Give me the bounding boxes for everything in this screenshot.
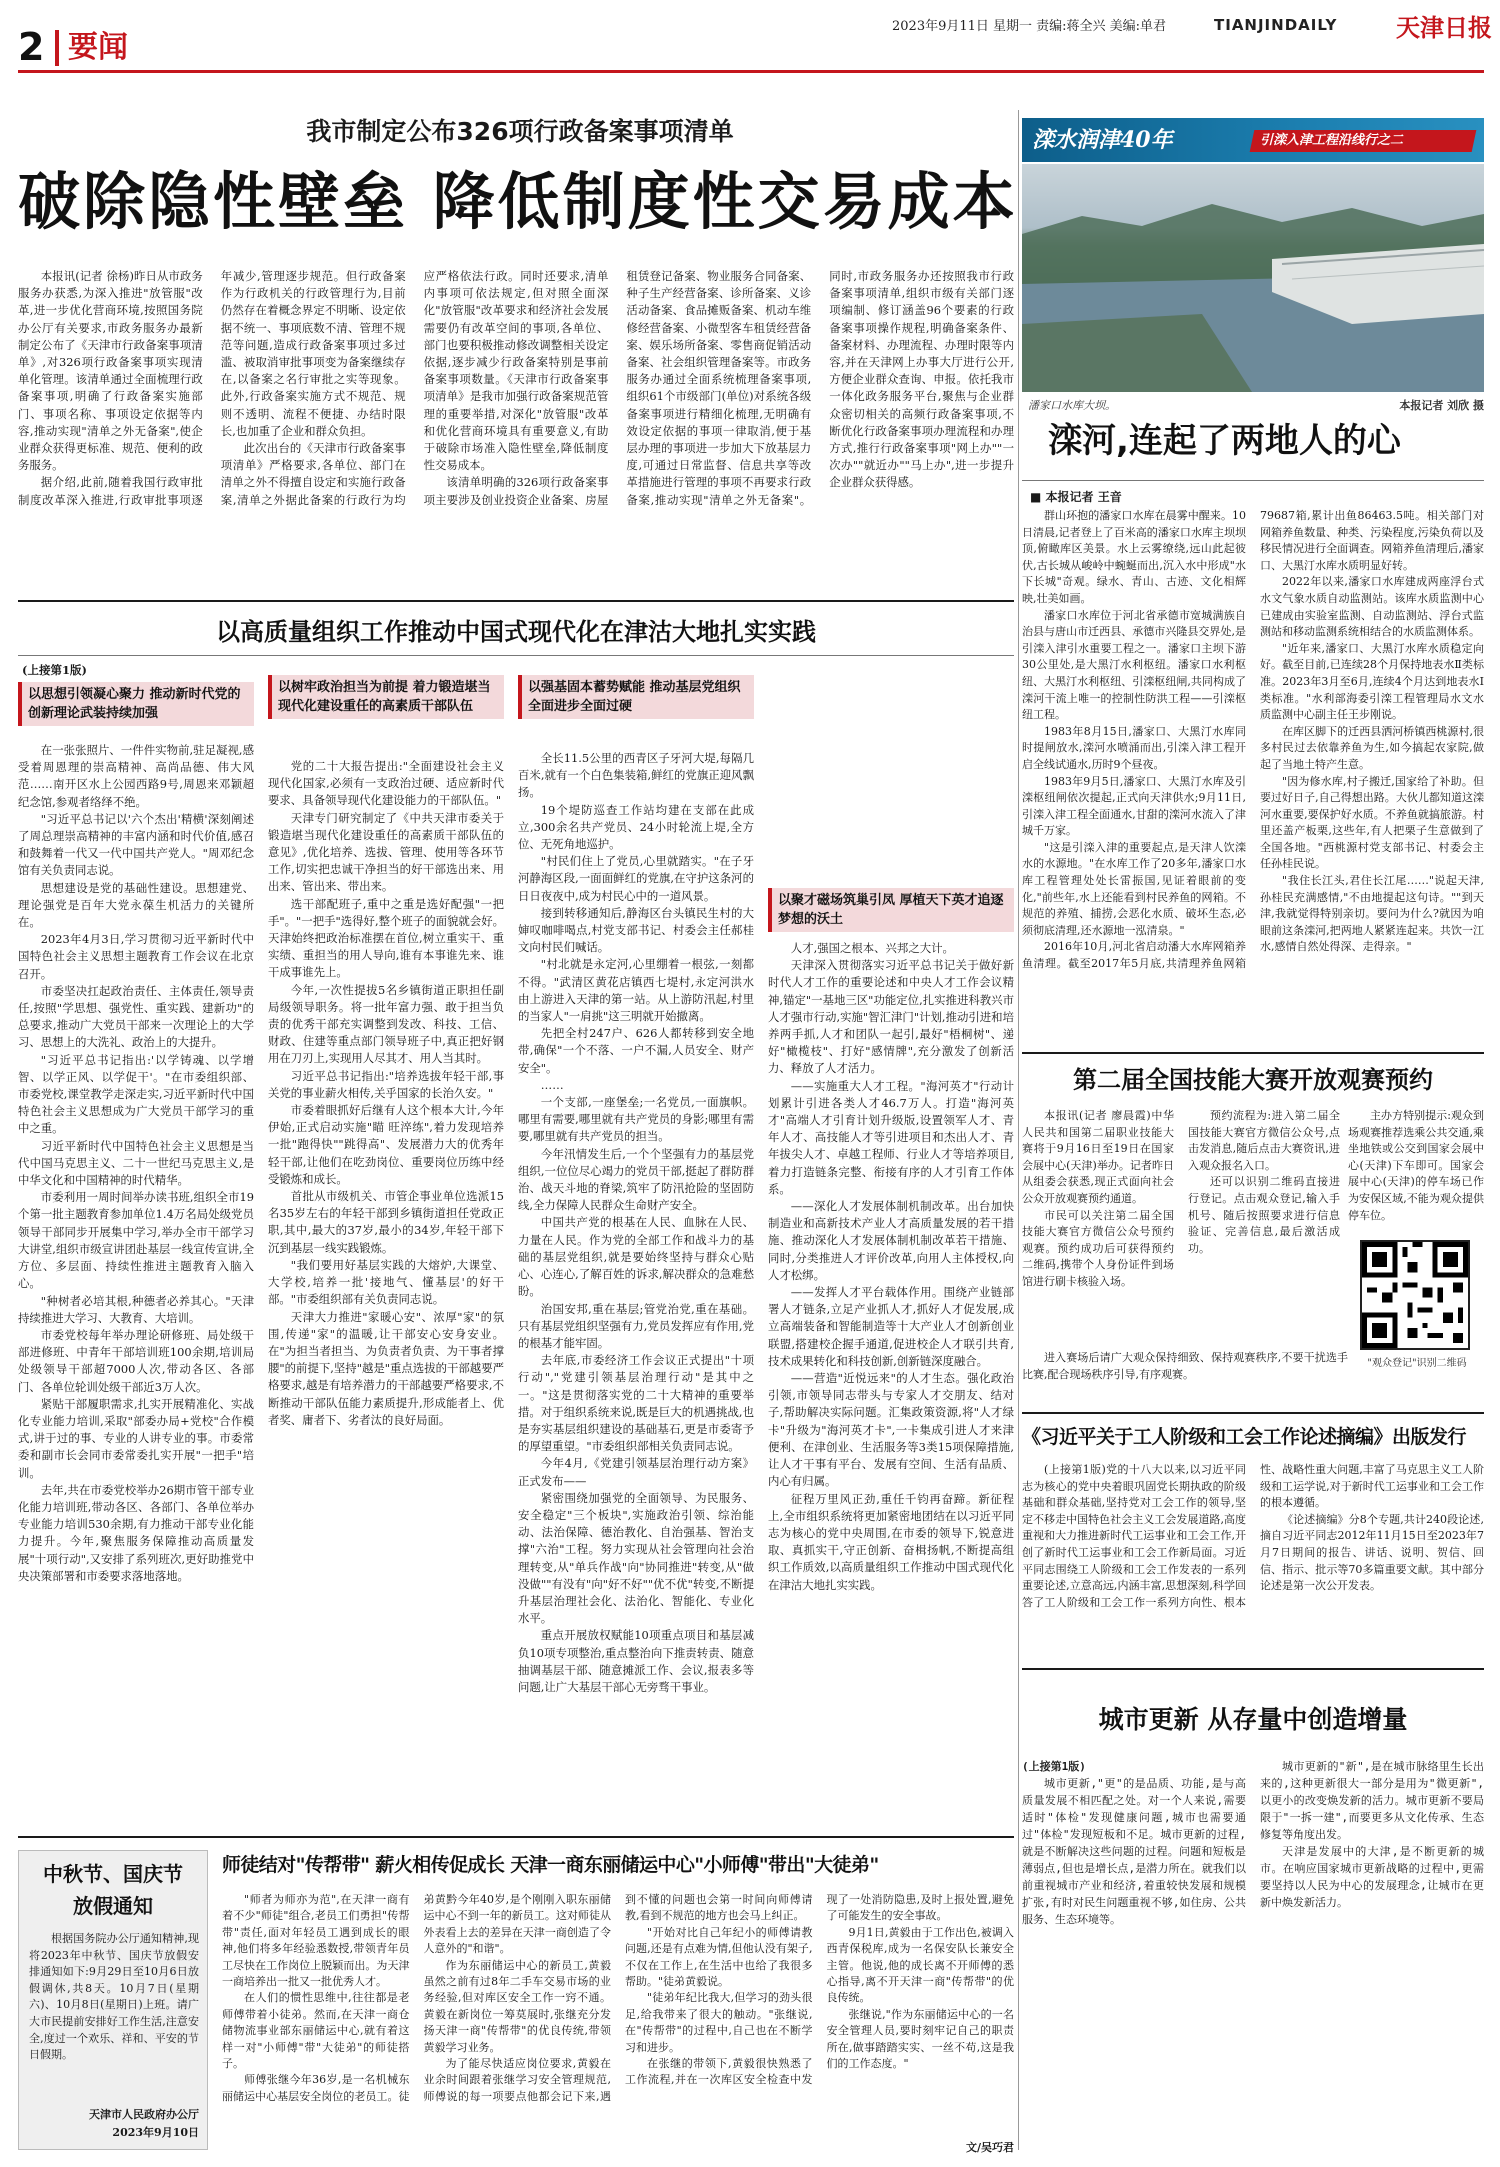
- mentor-paragraph: 师傅张继今年36岁,是一名机械东丽储运中心基层安全岗位的老员工。徒弟黄黔今年40岁,是个刚刚入职东丽储运中心不到一年的新员工。这对师徒从外表看上去的差异在天津一商创造了令人意外的"和谐"。: [222, 1893, 611, 2103]
- urban-paragraph: 城市更新,"更"的是品质、功能,是与高质量发展不相匹配之处。对一个人来说,需要适时"体检"发现健康问题,城市也需要通过"体检"发现短板和不足。城市更新的过程,就是不断解决这些问题的过程。问题和短板是薄弱点,但也是增长点,是潜力所在。就我们以前重视城市产业和经济,着重较快发展和规模扩张,有时对民生问题重视不够,如住房、公共服务、生态环境等。: [1022, 1777, 1246, 1926]
- section-divider: [55, 30, 59, 66]
- skills-body-right: [1348, 1108, 1484, 1240]
- mentor-paragraph: 9月1日,黄毅由于工作出色,被调入西青保税库,成为一名保安队长兼安全主管。他说,他的成长离不开师傅的悉心指导,离不开天津一商"传帮带"的优良传统。: [826, 1925, 1014, 2005]
- luanhe-headline: 滦河,连起了两地人的心: [1048, 421, 1401, 461]
- luanhe-paragraph: "因为修水库,村子搬迁,国家给了补助。但要过好日子,自己得想出路。大伙儿都知道这滦河水重要,要保护好水质。不养鱼就搞旅游。村里还盖产板栗,这些年,有人把栗子生意做到了全国各地。"西桃源村党支部书记、村委会主任孙桂民说。: [1260, 774, 1484, 871]
- photo-caption: 潘家口水库大坝。: [1028, 399, 1116, 412]
- feature-paragraph: ……: [540, 1077, 564, 1092]
- mentor-paragraph: "徒弟年纪比我大,但学习的劲头很足,给我带来了很大的触动。"张继说,在"传帮带"的过程中,自己也在不断学习和进步。: [625, 1991, 813, 2054]
- feature-paragraph: 全长11.5公里的西青区子牙河大堤,每隔几百米,就有一个白色集装箱,鲜红的党旗正迎风飘扬。: [518, 751, 754, 800]
- feature-paragraph: ——深化人才发展体制机制改革。出台加快制造业和高新技术产业人才高质量发展的若干措施、推动深化人才发展体制机制改革若干措施、同时,分类推进人才评价改革,向用人主体授权,向人才松绑。: [768, 1199, 1014, 1282]
- book-bottom-rule: [1022, 1668, 1484, 1670]
- luanhe-paragraph: 1983年9月5日,潘家口、大黑汀水库及引滦枢纽闸依次提起,正式向天津供水;9月11日,引滦入津工程全面通水,甘甜的滦河水流入了津城千万家。: [1022, 774, 1246, 838]
- feature-paragraph: ——营造"近悦远来"的人才生态。强化政治引领,市领导同志带头与专家人才交朋友、结对子,帮助解决实际问题。汇集政策资源,将"人才绿卡"升级为"海河英才卡",一卡集成引进人才来津便利、在津创业、生活服务等3类15项保障措施,让人才干事有平台、发展有空间、生活有品质、内心有归属。: [768, 1371, 1014, 1489]
- feature-paragraph: 市委党校每年举办理论研修班、局处级干部进修班、中青年干部培训班100余期,培训局处级领导干部超7000人次,带动各区、各部门、各单位轮训处级干部近3万人次。: [18, 1327, 254, 1394]
- urban-body: [1022, 1758, 1484, 2154]
- lead-paragraph: 据介绍,此前,随着我国行政审批制度改革深入推进,行政审批事项逐年减少,管理逐步规范。但行政备案作为行政机关的行政管理行为,目前仍然存在着概念界定不明晰、设定依据不统一、事项底数不清、管理不规范等问题,造成行政备案事项过多过滥、被取消审批事项变为备案继续存在,以备案之名行审批之实等现象。此外,行政备案实施方式不规范、规则不透明、流程不便捷、办结时限长,也加重了企业和群众负担。: [18, 269, 406, 507]
- feature-paragraph: 选干部配班子,重中之重是选好配强"一把手"。"一把手"选得好,整个班子的面貌就会好。天津始终把政治标准摆在首位,树立重实干、重实绩、重担当的用人导向,谁有本事谁先来、谁干成事谁先上。: [268, 896, 504, 980]
- feature-subhead-3: 以强基固本蓄势赋能 推动基层党组织全面进步全面过硬: [518, 675, 754, 719]
- luanhe-bottom-rule: [1022, 1052, 1484, 1054]
- notice-title-1: 中秋节、国庆节: [43, 1862, 183, 1886]
- mentor-paragraph: 为了能尽快适应岗位要求,黄毅在业余时间跟着张继学习安全管理规范,师傅说的每一项要点他都会记下来,遇到不懂的问题也会第一时间向师傅请教,看到不规范的地方也会马上纠正。: [423, 1893, 813, 2103]
- luanhe-paragraph: "这是引滦入津的重要起点,是天津人饮滦水的水源地。"在水库工作了20多年,潘家口水库工程管理处处长雷振国,见证着眼前的变化,"前些年,水上还能看到村民养鱼的网箱。不规范的养殖、捕捞,会恶化水质、破坏生态,必须彻底清理,还水源地一泓清泉。": [1022, 840, 1246, 937]
- book-paragraph: (上接第1版)党的十八大以来,以习近平同志为核心的党中央着眼巩固党长期执政的阶级基础和群众基础,坚持党对工会工作的领导,坚定不移走中国特色社会主义工会发展道路,高度重视和大力推进新时代工运事业和工会工作,开创了新时代工运事业和工会工作新局面。习近平同志围绕工人阶级和工会工作发表的一系列重要论述,立意高远,内涵丰富,思想深刻,科学回答了工人阶级和工会工作一系列方向性、根本性、战略性重大问题,丰富了马克思主义工人阶级和工运学说,对于新时代工运事业和工会工作的根本遵循。: [1022, 1463, 1484, 1609]
- series-banner: [1022, 118, 1484, 162]
- skills-bottom-rule: [1022, 1412, 1484, 1414]
- mentor-credit: 文/吴巧君: [965, 2141, 1014, 2154]
- mentor-paragraph: 作为东丽储运中心的新员工,黄毅虽然之前有过8年二手车交易市场的业务经验,但对库区安全工作一窍不通。黄毅在新岗位一筹莫展时,张继充分发扬天津一商"传帮带"的优良传统,带领黄毅学习业务。: [423, 1958, 611, 2054]
- mentor-paragraph: "师者为师亦为范",在天津一商有着不少"师徒"组合,老员工们勇担"传帮带"责任,面对年轻员工遇到成长的眼神,他们将多年经验悉数授,带领青年员工尽快在工作岗位上脱颖而出。为天津一商培养出一批又一批优秀人才。: [222, 1893, 410, 1989]
- luanhe-rule: [1022, 480, 1484, 481]
- feature-paragraph: "习近平总书记指出:'以学铸魂、以学增智、以学正风、以学促干'。"在市委组织部、市委党校,课堂教学走深走实,习近平新时代中国特色社会主义思想成为广大党员干部学习的重中之重。: [18, 1052, 254, 1136]
- skills-paragraph: 预约流程为:进入第二届全国技能大赛官方微信公众号,点击发消息,随后点击大赛资讯,进入观众报名入口。: [1188, 1109, 1340, 1172]
- feature-subhead-4: 以聚才磁场筑巢引凤 厚植天下英才追逐梦想的沃土: [768, 888, 1014, 932]
- skills-body-bottom: [1022, 1350, 1348, 1406]
- feature-paragraph: 习近平新时代中国特色社会主义思想是当代中国马克思主义、二十一世纪马克思主义,是中华文化和中国精神的时代精华。: [18, 1138, 254, 1188]
- feature-paragraph: 习近平总书记指出:"培养选拔年轻干部,事关党的事业薪火相传,关乎国家的长治久安。": [268, 1068, 504, 1100]
- skills-paragraph: 主办方特别提示:观众到场观赛推荐选乘公共交通,乘坐地铁或公交到国家会展中心(天津)下车即可。国家会展中心(天津)的停车场已作为安保区域,不能为观众提供停车位。: [1348, 1109, 1484, 1222]
- feature-continued: (上接第1版): [22, 663, 87, 677]
- qr-caption: "观众登记"识别二维码: [1367, 1358, 1467, 1369]
- qr-code-pattern: [1362, 1242, 1468, 1348]
- notice-signature: 天津市人民政府办公厅: [89, 2108, 199, 2121]
- feature-paragraph: 党的二十大报告提出:"全面建设社会主义现代化国家,必须有一支政治过硬、适应新时代要求、具备领导现代化建设能力的干部队伍。": [268, 759, 504, 808]
- feature-paragraph: 接到转移通知后,静海区台头镇民生村的大婶叹咖啡喝点,村党支部书记、村委会主任郝桂文向村民们喊话。: [518, 905, 754, 955]
- feature-paragraph: 在一张张照片、一件件实物前,驻足凝视,感受着周恩理的崇高精神、高尚品德、伟大风范……南开区水上公园西路9号,周恩来邓颖超纪念馆,参观者络绎不绝。: [18, 743, 254, 809]
- feature-paragraph: 去年,共在市委党校举办26期市管干部专业化能力培训班,带动各区、各部门、各单位举办专业能力培训530余期,有力推动干部专业化能力提升。今年,聚焦服务保障推动高质量发展"十项行动",又安排了系列班次,更好助推党中央决策部署和市委要求落地落地。: [18, 1482, 254, 1583]
- mentor-paragraph: 在人们的惯性思维中,往往都是老师傅带着小徒弟。然而,在天津一商仓储物流事业部东丽储运中心,就有着这样一对"小师傅"带"大徒弟"的师徒搭子。: [222, 1991, 410, 2071]
- column-separator: [1018, 110, 1019, 2150]
- feature-paragraph: 天津深入贯彻落实习近平总书记关于做好新时代人才工作的重要论述和中央人才工作会议精神,锚定"一基地三区"功能定位,扎实推进科教兴市人才强市行动,实施"智汇津门"计划,推动引进和培养两手抓,人才和团队一起引,最好"梧桐树"、递好"橄榄枝"、打好"感情牌",充分激发了创新活力、释放了人才活力。: [768, 958, 1014, 1076]
- luanhe-paragraph: 2022年以来,潘家口水库建成两座浮台式水文气象水质自动监测站。该库水质监测中心已建成由实验室监测、自动监测站、浮台式监测站和移动监测系统相结合的水质监测体系。: [1260, 575, 1484, 639]
- mentor-paragraph: 在张继的带领下,黄毅很快熟悉了工作流程,并在一次库区安全检查中发现了一处消防隐患,及时上报处置,避免了可能发生的安全事故。: [625, 1893, 1014, 2087]
- luanhe-paragraph: 1983年8月15日,潘家口、大黑汀水库同时提闸放水,滦河水喷涌而出,引滦入津工程开启全线试通水,历时9个昼夜。: [1022, 724, 1246, 771]
- feature-col-4: [768, 940, 1014, 1840]
- luanhe-paragraph: 潘家口水库位于河北省承德市宽城满族自治县与唐山市迁西县、承德市兴隆县交界处,是引滦入津引水重要工程之一。潘家口主坝下游30公里处,是大黑汀水利枢纽。潘家口水利枢纽、大黑汀水利枢纽、引滦枢纽闸,共同构成了滦河干流上唯一的控制性防洪工程——引滦枢纽工程。: [1022, 608, 1246, 722]
- feature-paragraph: "习近平总书记以'六个杰出'精横'深刻阐述了周总理崇高精神的丰富内涵和时代价值,感召和鼓舞着一代又一代中国共产党人。"周邓纪念馆有关负责同志说。: [18, 811, 254, 878]
- lead-paragraph: 此次出台的《天津市行政备案事项清单》严格要求,各单位、部门在清单之外不得擅自设定和实施行政备案,清单之外据此备案的行政行为均应严格依法行政。同时还要求,清单内事项可依法规定,但对照全面深化"放管服"改革要求和经济社会发展需要仍有改革空间的事项,各单位、部门也要积极推动修改调整相关设定依据,逐步减少行政备案特别是事前备案事项数量。《天津市行政备案事项清单》是我市加强行政备案规范管理的重要举措,对深化"放管服"改革和优化营商环境具有重要意义,有助于破除市场准入隐性壁垒,降低制度性交易成本。: [220, 269, 609, 507]
- feature-bottom-rule: [18, 1836, 1014, 1838]
- feature-paragraph: 紧密围绕加强党的全面领导、为民服务、安全稳定"三个板块",实施政治引领、综治能动、法治保障、德治教化、自治强基、智治支撑"六治"工程。努力实现从社会管理向社会治理转变,从"单兵作战"向"协同推进"转变,从"做没做""有没有"向"好不好""优不优"转变,不断提升基层治理社会化、法治化、智能化、专业化水平。: [518, 1490, 754, 1626]
- feature-paragraph: 人才,强国之根本、兴邦之大计。: [790, 941, 954, 955]
- photo-credit: 本报记者 刘欣 摄: [1399, 399, 1484, 412]
- feature-paragraph: 市委着眼抓好后继有人这个根本大计,今年伊始,正式启动实施"瞄 旺淬练",着力发现培养一批"跑得快""跳得高"、发展潜力大的优秀年轻干部,让他们在吃劲岗位、重要岗位历练中经受锻炼和成长。: [268, 1103, 504, 1186]
- feature-paragraph: 市委坚决扛起政治责任、主体责任,领导责任,按照"学思想、强党性、重实践、建新功"的总要求,推动广大党员干部来一次理论上的大学习、思想上的大洗礼、政治上的大提升。: [18, 983, 254, 1050]
- masthead-rule: [18, 70, 1484, 73]
- lead-paragraph: 该清单明确的326项行政备案事项主要涉及创业投资企业备案、房屋租赁登记备案、物业服务合同备案、种子生产经营备案、诊所备案、义诊活动备案、食品摊贩备案、机动车维修经营备案、小微型客车租赁经营备案、娱乐场所备案、零售商促销活动备案、社会组织管理备案等。市政务服务办通过全面系统梳理备案事项,组织61个市级部门(单位)对系统各级备案事项进行精细化梳理,无明确有效设定依据的事项一律取消,便于基层办理的事项进一步加大下放基层力度,可通过日常监督、信息共享等改革措施进行管理的事项不再要求行政备案,推动实现"清单之外无备案"。同时,市政务服务办还按照我市行政备案事项清单,组织市级有关部门逐项编制、修订涵盖96个要素的行政备案事项操作规程,明确备案条件、备案材料、办理流程、办理时限等内容,并在天津网上办事大厅进行公开,方便企业群众查询、申报。依托我市一体化政务服务平台,聚焦与企业群众密切相关的高频行政备案事项,不断优化行政备案事项办理流程和办理方式,推行行政备案事项"网上办""一次办""就近办""马上办",进一步提升企业群众获得感。: [423, 269, 1014, 507]
- feature-headline: 以高质量组织工作推动中国式现代化在津沽大地扎实实践: [216, 618, 816, 646]
- notice-body: 根据国务院办公厅通知精神,现将2023年中秋节、国庆节放假安排通知如下:9月29日至10月6日放假调休,共8天。10月7日(星期六)、10月8日(星期日)上班。请广大市民提前安排好工作生活,注意安全,度过一个欢乐、祥和、平安的节日假期。: [29, 1932, 199, 2062]
- feature-paragraph: 治国安邦,重在基层;管党治党,重在基础。只有基层党组织坚强有力,党员发挥应有作用,党的根基才能牢固。: [518, 1301, 754, 1350]
- feature-subhead-2: 以树牢政治担当为前提 着力锻造堪当现代化建设重任的高素质干部队伍: [268, 675, 504, 719]
- feature-paragraph: 今年汛情发生后,一个个坚强有力的基层党组织,一位位尽心竭力的党员干部,挺起了群防群治、战天斗地的脊梁,筑牢了防汛抢险的坚固防线,全力保障人民群众生命财产安全。: [518, 1146, 754, 1213]
- feature-paragraph: 重点开展放权赋能10项重点项目和基层减负10项专项整治,重点整治向下推责转责、随意抽调基层干部、随意摊派工作、会议,报表多等问题,让广大基层干部心无旁骛干事业。: [518, 1628, 754, 1694]
- book-headline: 《习近平关于工人阶级和工会工作论述摘编》出版发行: [1022, 1426, 1467, 1448]
- series-banner-title: 滦水润津40年: [1032, 127, 1173, 153]
- feature-paragraph: 一个支部,一座堡垒;一名党员,一面旗帜。哪里有需要,哪里就有共产党员的身影;哪里有需要,哪里就有共产党员的担当。: [518, 1095, 754, 1144]
- feature-paragraph: "种树者必培其根,种德者必养其心。"天津持续推进大学习、大教育、大培训。: [18, 1293, 254, 1325]
- date-line: 2023年9月11日 星期一 责编:蒋全兴 美编:单君: [892, 19, 1167, 34]
- feature-subhead-1: 以思想引领凝心聚力 推动新时代党的创新理论武装持续加强: [18, 682, 254, 726]
- feature-paragraph: 天津大力推进"家暖心安"、浓厚"家"的氛围,传递"家"的温暖,让干部安心安身安业。在"为担当者担当、为负责者负责、为干事者撑腰"的前提下,坚持"越是"重点选拔的干部越要严格要求,越是有培养潜力的干部越要严格要求,不断推动干部队伍能力素质提升,形成能者上、优者奖、庸者下、劣者汰的良好局面。: [268, 1309, 504, 1427]
- feature-paragraph: 19个堤防巡查工作站均建在支部在此成立,300余名共产党员、24小时轮流上堤,全方位、无死角地巡护。: [518, 802, 754, 852]
- luanhe-paragraph: 群山环抱的潘家口水库在晨雾中醒来。10日清晨,记者登上了百米高的潘家口水库主坝坝顶,俯瞰库区美景。水上云雾缭绕,远山此起彼伏,古长城从峻岭中蜿蜒而出,沉入水中形成"水下长城"奇观。绿水、青山、古迹、文化相辉映,壮美如画。: [1022, 509, 1246, 605]
- luanhe-paragraph: "我住长江头,君住长江尾……"说起天津,孙桂民充满感情,"不由地提起这句诗。""到天津,我就觉得特别亲切。要问为什么?就因为咱眼前这条滦河,把两地人紧紧连起来。共饮一江水,感情自然处得深、走得亲。": [1260, 874, 1484, 954]
- section-name: 要闻: [68, 30, 128, 65]
- skills-paragraph: 市民可以关注第二届全国技能大赛官方微信公众号预约观赛。预约成功后可获得预约二维码,携带个人身份证件到场馆进行刷卡核验入场。: [1022, 1208, 1174, 1288]
- qr-code[interactable]: [1360, 1240, 1470, 1350]
- luanhe-byline: ■ 本报记者 王音: [1030, 490, 1122, 504]
- feature-paragraph: "我们要用好基层实践的大熔炉,大课堂、大学校,培养一批'接地气、懂基层'的好干部。"市委组织部有关负责同志说。: [268, 1257, 504, 1307]
- feature-paragraph: 2023年4月3日,学习贯彻习近平新时代中国特色社会主义思想主题教育工作会议在北京召开。: [18, 932, 254, 981]
- feature-paragraph: ——发挥人才平台载体作用。围绕产业链部署人才链条,立足产业抓人才,抓好人才促发展,成立高端装备和智能制造等十大产业人才创新创业联盟,搭建校企握手通道,促进校企人才联引共育,技术成果转化和科技创新,创新链深度融合。: [768, 1285, 1014, 1368]
- book-paragraph: 《论述摘编》分8个专题,共计240段论述,摘自习近平同志2012年11月15日至2023年7月7日期间的报告、讲话、说明、贺信、回信、指示、批示等70多篇重要文献。其中部分论述是第一次公开发表。: [1260, 1512, 1484, 1593]
- notice-date: 2023年9月10日: [112, 2126, 199, 2139]
- urban-paragraph: 天津是发展中的大津,是不断更新的城市。在响应国家城市更新战略的过程中,更需要坚持以人民为中心的发展理念,让城市在更新中焕发新活力。: [1260, 1845, 1484, 1909]
- luanhe-paragraph: 2016年10月,河北省启动潘大水库网箱养鱼清理。截至2017年5月底,共清理养鱼网箱79687箱,累计出鱼86463.5吨。相关部门对网箱养鱼数量、种类、污染程度,污染负荷以及移民情况进行全面调查。网箱养鱼清理后,潘家口、大黑汀水库水质明显好转。: [1022, 509, 1484, 971]
- paper-name-en: TIANJINDAILY: [1214, 16, 1338, 34]
- feature-paragraph: 今年4月,《党建引领基层治理行动方案》正式发布——: [518, 1456, 754, 1488]
- urban-continued: (上接第1版): [1022, 1760, 1086, 1773]
- dam-illustration: [1022, 164, 1484, 392]
- urban-headline: 城市更新 从存量中创造增量: [1098, 1705, 1408, 1734]
- feature-paragraph: 市委利用一周时间举办读书班,组织全市19个第一批主题教育参加单位1.4万名局处级党员领导干部同步开展集中学习,举办全市干部学习大讲堂,组织市级宣讲团赴基层一线宣传宣讲,全方位、多层面、持续性推进主题教育入脑入心。: [18, 1190, 254, 1291]
- luanhe-body: [1022, 508, 1484, 1048]
- mentor-paragraph: "开始对比自己年纪小的师傅请教问题,还是有点难为情,但他认没有架子,不仅在工作上,在生活中也给了我很多帮助。"徒弟黄毅说。: [625, 1925, 813, 1989]
- luanhe-paragraph: 在库区脚下的迁西县洒河桥镇西桃源村,很多村民过去依靠养鱼为生,如今搞起农家院,做起了当地土特产生意。: [1260, 724, 1484, 771]
- feature-paragraph: 思想建设是党的基础性建设。思想建党、理论强党是百年大党永葆生机活力的关键所在。: [18, 880, 254, 930]
- feature-col-3: [518, 750, 754, 1840]
- feature-rule: [18, 655, 1014, 656]
- feature-paragraph: 先把全村247户、626人都转移到安全地带,确保"一个不落、一户不漏,人员安全、财产安全"。: [518, 1026, 754, 1075]
- mentor-paragraph: 张继说,"作为东丽储运中心的一名安全管理人员,要时刻牢记自己的职责所在,做事踏踏实实、一丝不苟,这是我们的工作态度。": [826, 2007, 1014, 2071]
- feature-paragraph: 中国共产党的根基在人民、血脉在人民、力量在人民。作为党的全部工作和战斗力的基础的基层党组织,就是要始终坚持与群众心贴心、心连心,了解百姓的诉求,解决群众的急难愁盼。: [518, 1215, 754, 1299]
- feature-paragraph: ——实施重大人才工程。"海河英才"行动计划累计引进各类人才46.7万人。打造"海河英才"高端人才引育计划升级版,设置领军人才、青年人才、高技能人才等引进项目和杰出人才、青年拔尖人才、卓越工程师、行业人才等培养项目,着力打造链条完整、衔接有序的人才引育工作体系。: [768, 1078, 1014, 1196]
- feature-paragraph: 今年,一次性提拔5名乡镇街道正职担任副局级领导职务。将一批年富力强、敢于担当负责的优秀干部充实调整到发改、科技、工信、财政、住建等重点部门领导班子中,真正把好钢用在刀刃上,实现用人尽其才、用人当其时。: [268, 982, 504, 1066]
- page-number: 2: [18, 25, 45, 69]
- notice-title-2: 放假通知: [73, 1894, 153, 1918]
- feature-paragraph: "村民们住上了党员,心里就踏实。"在子牙河静海区段,一面面鲜红的党旗,在守护这条河的日日夜夜中,成为村民心中的一道风景。: [518, 854, 754, 903]
- feature-col-1: [18, 742, 254, 1824]
- feature-paragraph: 首批从市级机关、市管企事业单位选派15名35岁左右的年轻干部到乡镇街道担任党政正职,其中,最大的37岁,最小的34岁,年轻干部下沉到基层一线实践锻炼。: [268, 1189, 504, 1255]
- lead-bottom-rule: [18, 600, 1014, 602]
- feature-paragraph: "村北就是永定河,心里绷着一根弦,一刻都不得。"武清区黄花店镇西七堤村,永定河洪水由上游进入天津的第一站。从上游防汛起,村里的当家人"一肩挑"这三明就开始撤离。: [518, 957, 754, 1024]
- lead-body: [18, 268, 1014, 590]
- feature-col-4-top: [768, 662, 1014, 882]
- skills-paragraph: 还可以识别二维码直接进行登记。点击观众登记,输入手机号、随后按照要求进行信息验证、完善信息,最后激活成功。: [1188, 1175, 1340, 1255]
- feature-col-2: [268, 758, 504, 1840]
- skills-headline: 第二届全国技能大赛开放观赛预约: [1073, 1066, 1433, 1094]
- feature-paragraph: 去年底,市委经济工作会议正式提出"十项行动","党建引领基层治理行动"是其中之一。"这是贯彻落实党的二十大精神的重要举措。对于组织系统来说,既是巨大的机遇挑战,也是夯实基层组织建设的基础基石,更是市委寄予的厚望重望。"市委组织部相关负责同志说。: [518, 1353, 754, 1454]
- feature-paragraph: 天津专门研究制定了《中共天津市委关于锻造堪当现代化建设重任的高素质干部队伍的意见》,优化培养、选拔、管理、使用等各环节工作,切实把忠诚干净担当的好干部选出来、用出来、管出来、带出来。: [268, 810, 504, 894]
- mentor-headline: 师徒结对"传帮带" 薪火相传促成长 天津一商东丽储运中心"小师傅"带出"大徒弟": [222, 1854, 879, 1876]
- holiday-notice: [18, 1850, 208, 2150]
- book-body: [1022, 1462, 1484, 1658]
- luanhe-paragraph: "近年来,潘家口、大黑汀水库水质稳定向好。截至目前,已连续28个月保持地表水Ⅱ类标准。2023年3月至6月,连续4个月达到地表水Ⅰ类标准。"水利部海委引滦工程管理局水文水质监测中心副主任王步刚说。: [1260, 641, 1484, 722]
- feature-paragraph: 征程万里风正劲,重任千钧再奋蹄。新征程上,全市组织系统将更加紧密地团结在以习近平同志为核心的党中央周围,在市委的领导下,锐意进取、真抓实干,守正创新、奋楫扬帆,不断提高组织工作质效,以高质量组织工作推动中国式现代化在津沽大地扎实实践。: [768, 1491, 1014, 1592]
- lead-paragraph: 本报讯(记者 徐杨)昨日从市政务服务办获悉,为深入推进"放管服"改革,进一步优化营商环境,按照国务院办公厅有关要求,市政务服务办最新制定公布了《天津市行政备案事项清单》,对326项行政备案事项实现清单化管理。该清单通过全面梳理行政备案事项,明确了行政备案实施部门、事项名称、事项设定依据等内容,推动实现"清单之外无备案",使企业群众获得更标准、规范、便利的政务服务。: [18, 269, 203, 473]
- urban-paragraph: 城市更新的"新",是在城市脉络里生长出来的,这种更新很大一部分是用为"微更新",以更小的改变焕发新的活力。城市更新不要局限于"一拆一建",而要更多从文化传承、生态修复等角度出发。: [1260, 1760, 1484, 1841]
- feature-paragraph: 紧贴干部履职需求,扎实开展精准化、实战化专业能力培训,采取"部委办局+党校"合作模式,讲于过的事、专业的人讲专业的事。市委常委和副市长会同市委常委扎实开展"一把手"培训。: [18, 1396, 254, 1480]
- dam-photo: [1022, 164, 1484, 392]
- paper-logo: 天津日报: [1396, 13, 1492, 42]
- skills-paragraph: 本报讯(记者 廖晨霞)中华人民共和国第二届职业技能大赛将于9月16日至19日在国家会展中心(天津)举办。记者昨日从组委会获悉,现正式面向社会公众开放观赛预约通道。: [1022, 1109, 1174, 1205]
- mentor-body: [222, 1892, 1014, 2150]
- series-tag: 引滦入津工程沿线行之二: [1260, 133, 1404, 148]
- skills-paragraph: 进入赛场后请广大观众保持细致、保持观赛秩序,不要干扰选手比赛,配合现场秩序引导,有序观赛。: [1022, 1351, 1348, 1381]
- lead-headline: 破除隐性壁垒 降低制度性交易成本: [18, 165, 1018, 238]
- lead-kicker: 我市制定公布326项行政备案事项清单: [306, 117, 734, 146]
